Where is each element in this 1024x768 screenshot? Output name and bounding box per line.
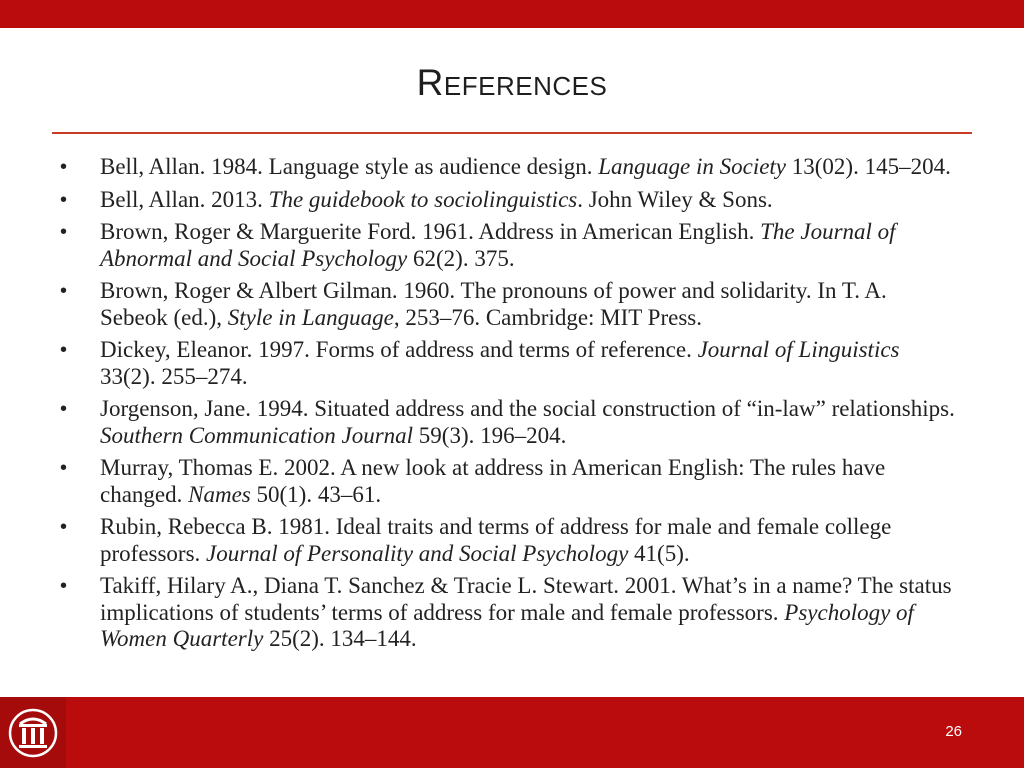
reference-details: , 253–76. Cambridge: MIT Press.	[393, 304, 702, 330]
reference-source: Language in Society	[598, 154, 787, 179]
reference-source: Names	[188, 481, 251, 507]
reference-item	[60, 396, 960, 449]
reference-source: Journal of Linguistics	[697, 337, 900, 362]
reference-source: The guidebook to sociolinguistics	[268, 186, 578, 212]
reference-source: The Journal of Abnormal and Social Psychology	[100, 219, 896, 271]
reference-details: 33(2). 255–274.	[100, 363, 248, 389]
reference-source: Style in Language	[227, 304, 394, 330]
logo	[0, 697, 66, 768]
title-divider	[52, 132, 972, 134]
reference-item	[60, 573, 960, 653]
slide-title: References	[416, 62, 608, 103]
page-number: 26	[945, 723, 962, 740]
reference-item	[60, 337, 960, 390]
reference-details: 41(5).	[628, 540, 690, 566]
reference-text: Murray, Thomas E. 2002. A new look at address in American English: The rules have changed.	[100, 455, 886, 507]
reference-item	[60, 455, 960, 508]
reference-text: Bell, Allan. 2013.	[100, 186, 269, 212]
reference-text: Takiff, Hilary A., Diana T. Sanchez & Tracie L. Stewart. 2001. What’s in a name? The status implications of students’ terms of address for male and female professors.	[100, 573, 952, 625]
reference-item	[60, 187, 960, 214]
reference-source: Southern Communication Journal	[100, 422, 414, 448]
reference-text: Brown, Roger & Albert Gilman. 1960. The pronouns of power and solidarity. In T. A. Sebeok (ed.),	[100, 278, 887, 330]
reference-item	[60, 514, 960, 567]
top-banner	[0, 0, 1024, 28]
reference-details: 62(2). 375.	[407, 245, 515, 271]
reference-text: Bell, Allan. 1984. Language style as audience design.	[100, 154, 599, 179]
reference-details: 59(3). 196–204.	[413, 422, 567, 448]
reference-text: Dickey, Eleanor. 1997. Forms of address and terms of reference.	[100, 337, 698, 362]
reference-details: 13(02). 145–204.	[786, 154, 951, 179]
university-arch-icon	[8, 708, 58, 758]
reference-list	[60, 154, 960, 659]
reference-source: Journal of Personality and Social Psychology	[206, 540, 629, 566]
reference-text: Jorgenson, Jane. 1994. Situated address and the social construction of “in-law” relationships.	[100, 396, 955, 421]
reference-text: Brown, Roger & Marguerite Ford. 1961. Address in American English.	[100, 219, 761, 244]
reference-details: 25(2). 134–144.	[263, 626, 417, 651]
reference-item	[60, 154, 960, 181]
bottom-banner	[0, 697, 1024, 768]
reference-details: 50(1). 43–61.	[250, 481, 382, 507]
reference-item	[60, 219, 960, 272]
reference-source: Psychology of Women Quarterly	[100, 599, 914, 651]
reference-item	[60, 278, 960, 331]
reference-details: . John Wiley & Sons.	[577, 186, 773, 212]
reference-text: Rubin, Rebecca B. 1981. Ideal traits and terms of address for male and female college professors.	[100, 514, 892, 566]
